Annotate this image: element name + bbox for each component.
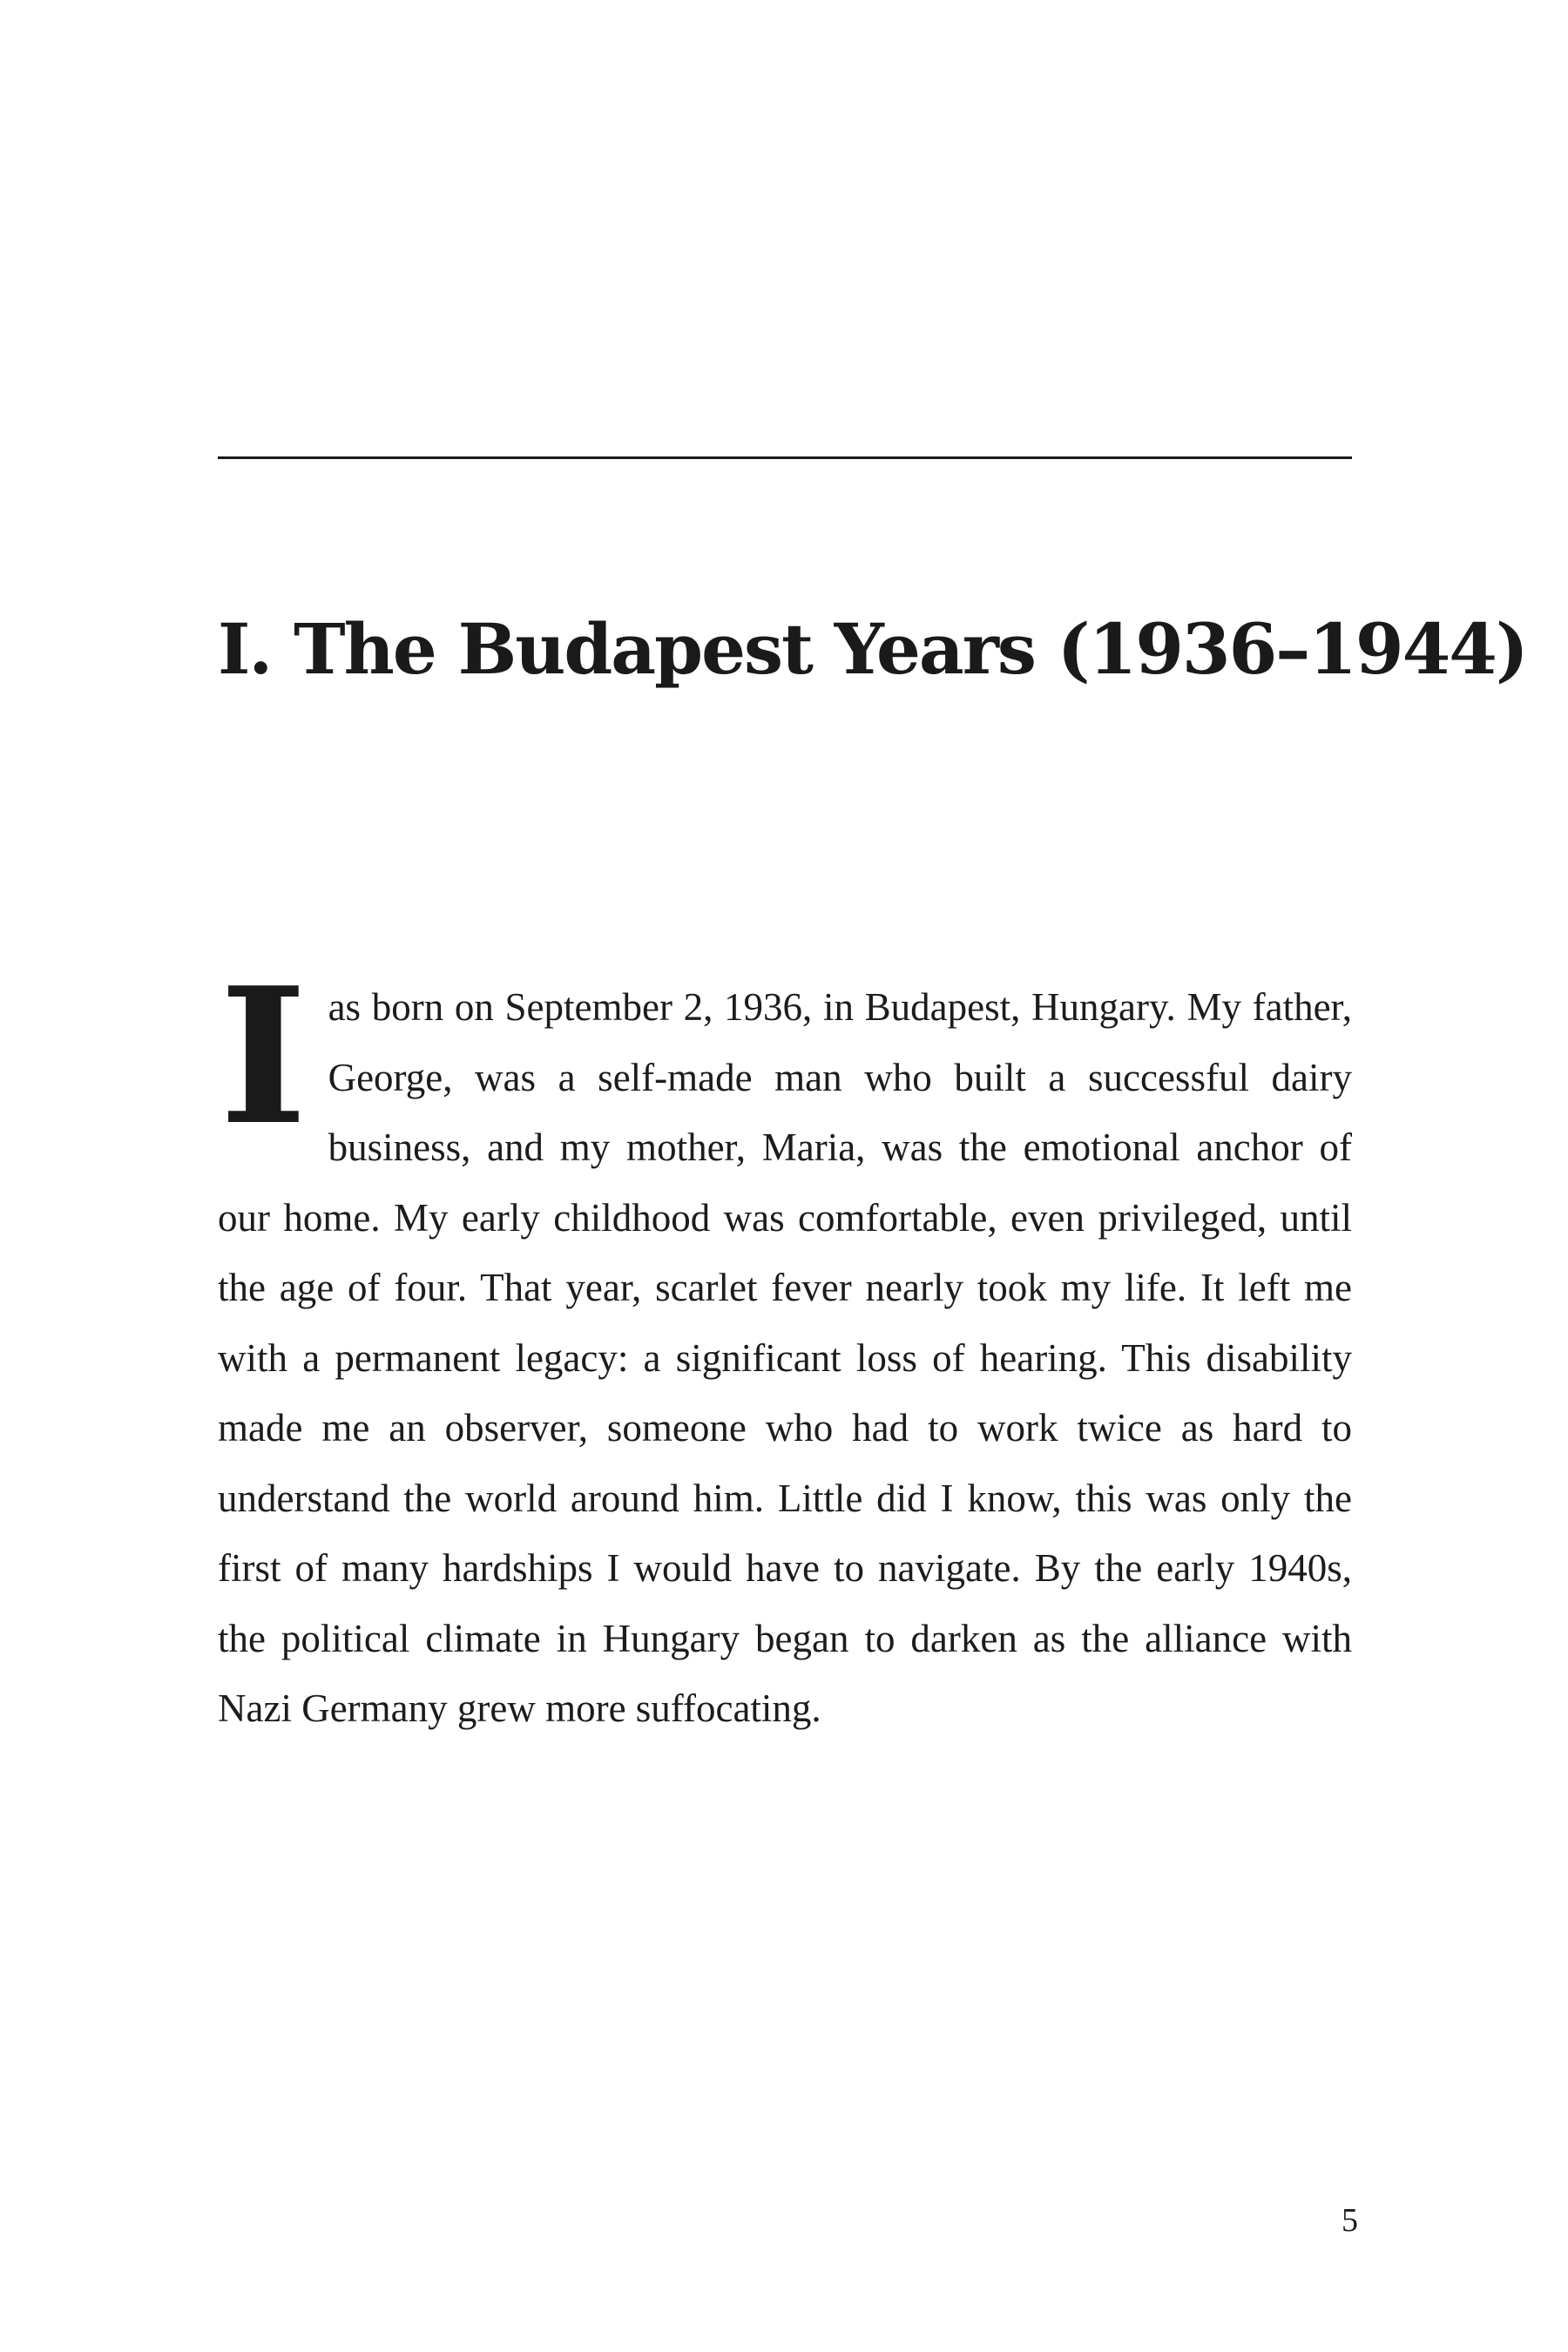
chapter-title: I. The Budapest Years (1936–1944) <box>218 608 1527 690</box>
drop-cap: I <box>220 946 308 1166</box>
body-paragraph <box>218 946 1352 1744</box>
chapter-divider-rule <box>218 456 1352 459</box>
paragraph-text: as born on September 2, 1936, in Budapest, Hungary. My father, George, was a self-made man who built a successful dairy business, and my mother, Maria, was the emotional anchor of our home. My early childhood was comfortable, even privileged, until the age of four. That year, scarlet fever nearly took my life. It left me with a permanent legacy: a significant loss of hearing. This disability made me an observer, someone who had to work twice as hard to understand the world around him. Little did I know, this was only the first of many hardships I would have to navigate. By the early 1940s, the political climate in Hungary began to darken as the alliance with Nazi Germany grew more suffocating. <box>218 985 1352 1730</box>
page-number: 5 <box>1342 2202 1358 2239</box>
